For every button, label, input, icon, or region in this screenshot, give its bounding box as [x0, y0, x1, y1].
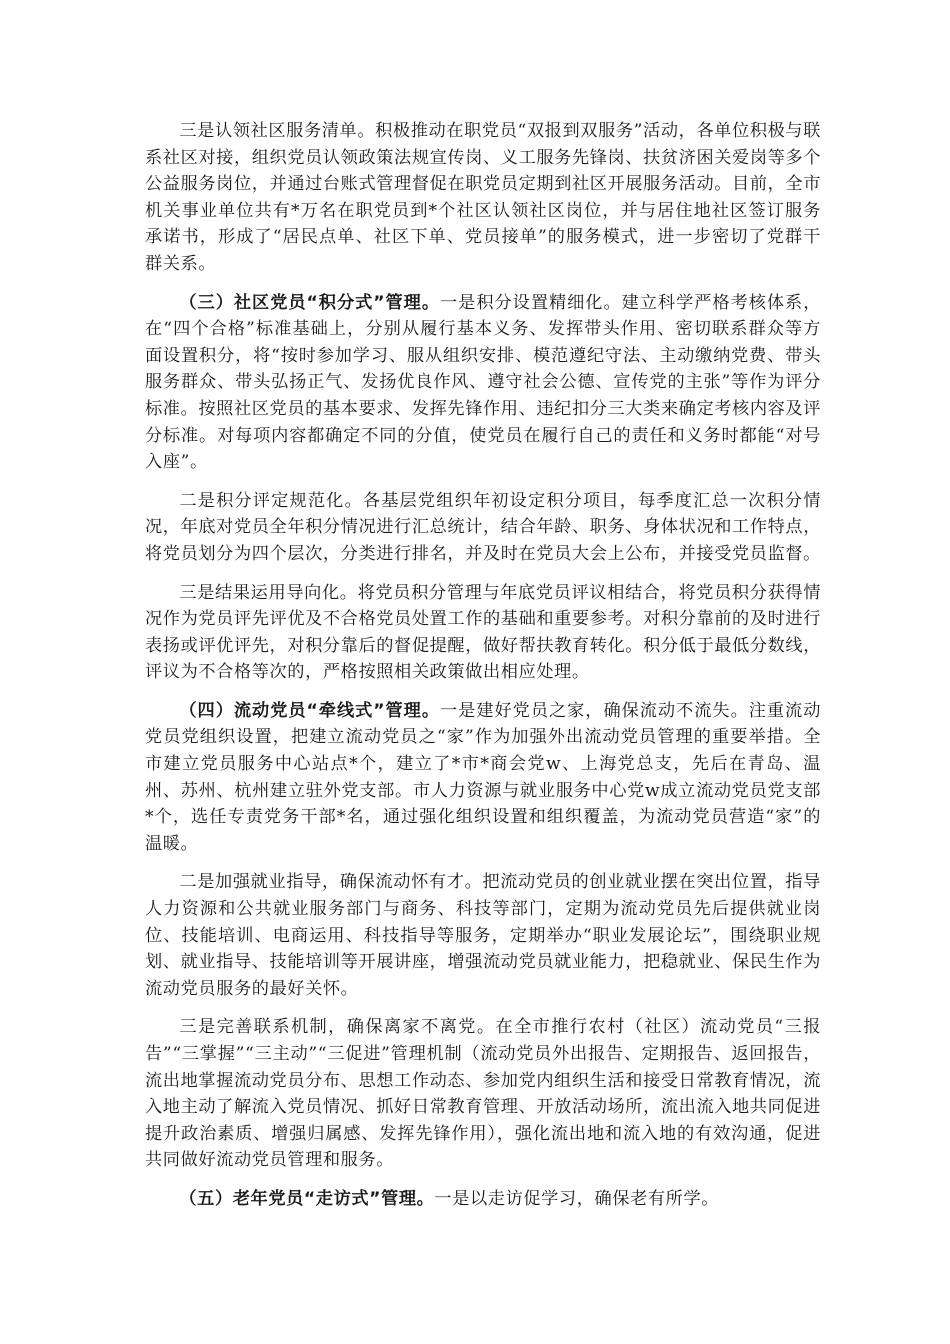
section-heading-3: （三）社区党员“积分式”管理。 [179, 292, 441, 313]
paragraph-7 [145, 1014, 821, 1174]
paragraph-text: 一是建好党员之家，确保流动不流失。注重流动党员党组织设置，把建立流动党员之“家”作为加强外出流动党员管理的重要举措。全市建立党员服务中心站点*个，建立了*市*商会党w、上海党总支，先后在青岛、温州、苏州、杭州建立驻外党支部。市人力资源与就业服务中心党w成立流动党员党支部*个，选任专责党务干部*名，通过强化组织设置和组织覆盖，为流动党员营造“家”的温暖。 [145, 700, 822, 854]
section-heading-4: （四）流动党员“牵线式”管理。 [179, 700, 441, 721]
paragraph-4 [145, 580, 821, 686]
paragraph-5 [145, 698, 821, 858]
paragraph-2 [145, 290, 821, 476]
paragraph-6 [145, 869, 821, 1002]
paragraph-1 [145, 118, 821, 278]
section-heading-5: （五）老年党员“走访式”管理。 [179, 1188, 435, 1209]
paragraph-text: 三是结果运用导向化。将党员积分管理与年底党员评议相结合，将党员积分获得情况作为党员评先评优及不合格党员处置工作的基础和重要参考。对积分靠前的及时进行表扬或评优评先，对积分靠后的督促提醒，做好帮扶教育转化。积分低于最低分数线，评议为不合格等次的，严格按照相关政策做出相应处理。 [145, 582, 821, 683]
document-page [145, 118, 821, 1225]
paragraph-text: 一是以走访促学习，确保老有所学。 [434, 1188, 720, 1209]
paragraph-8 [145, 1186, 821, 1213]
paragraph-3 [145, 488, 821, 568]
paragraph-text: 二是积分评定规范化。各基层党组织年初设定积分项目，每季度汇总一次积分情况，年底对党员全年积分情况进行汇总统计，结合年龄、职务、身体状况和工作特点，将党员划分为四个层次，分类进行排名，并及时在党员大会上公布，并接受党员监督。 [145, 490, 821, 564]
paragraph-text: 一是积分设置精细化。建立科学严格考核体系，在“四个合格”标准基础上，分别从履行基本义务、发挥带头作用、密切联系群众等方面设置积分，将“按时参加学习、服从组织安排、模范遵纪守法、主动缴纳党费、带头服务群众、带头弘扬正气、发扬优良作风、遵守社会公德、宣传党的主张”等作为评分标准。按照社区党员的基本要求、发挥先锋作用、违纪扣分三大类来确定考核内容及评分标准。对每项内容都确定不同的分值，使党员在履行自己的责任和义务时都能“对号入座”。 [145, 292, 822, 473]
paragraph-text: 三是完善联系机制，确保离家不离党。在全市推行农村（社区）流动党员“三报告”“三掌握”“三主动”“三促进”管理机制（流动党员外出报告、定期报告、返回报告，流出地掌握流动党员分布、思想工作动态、参加党内组织生活和接受日常教育情况，流入地主动了解流入党员情况、抓好日常教育管理、开放活动场所，流出流入地共同促进提升政治素质、增强归属感、发挥先锋作用），强化流出地和流入地的有效沟通，促进共同做好流动党员管理和服务。 [145, 1017, 821, 1171]
paragraph-text: 三是认领社区服务清单。积极推动在职党员“双报到双服务”活动，各单位积极与联系社区对接，组织党员认领政策法规宣传岗、义工服务先锋岗、扶贫济困关爱岗等多个公益服务岗位，并通过台账式管理督促在职党员定期到社区开展服务活动。目前，全市机关事业单位共有*万名在职党员到*个社区认领社区岗位，并与居住地社区签订服务承诺书，形成了“居民点单、社区下单、党员接单”的服务模式，进一步密切了党群干群关系。 [145, 121, 821, 274]
paragraph-text: 二是加强就业指导，确保流动怀有才。把流动党员的创业就业摆在突出位置，指导人力资源和公共就业服务部门与商务、科技等部门，定期为流动党员先后提供就业岗位、技能培训、电商运用、科技指导等服务，定期举办“职业发展论坛”，围绕职业规划、就业指导、技能培训等开展讲座，增强流动党员就业能力，把稳就业、保民生作为流动党员服务的最好关怀。 [145, 872, 821, 999]
